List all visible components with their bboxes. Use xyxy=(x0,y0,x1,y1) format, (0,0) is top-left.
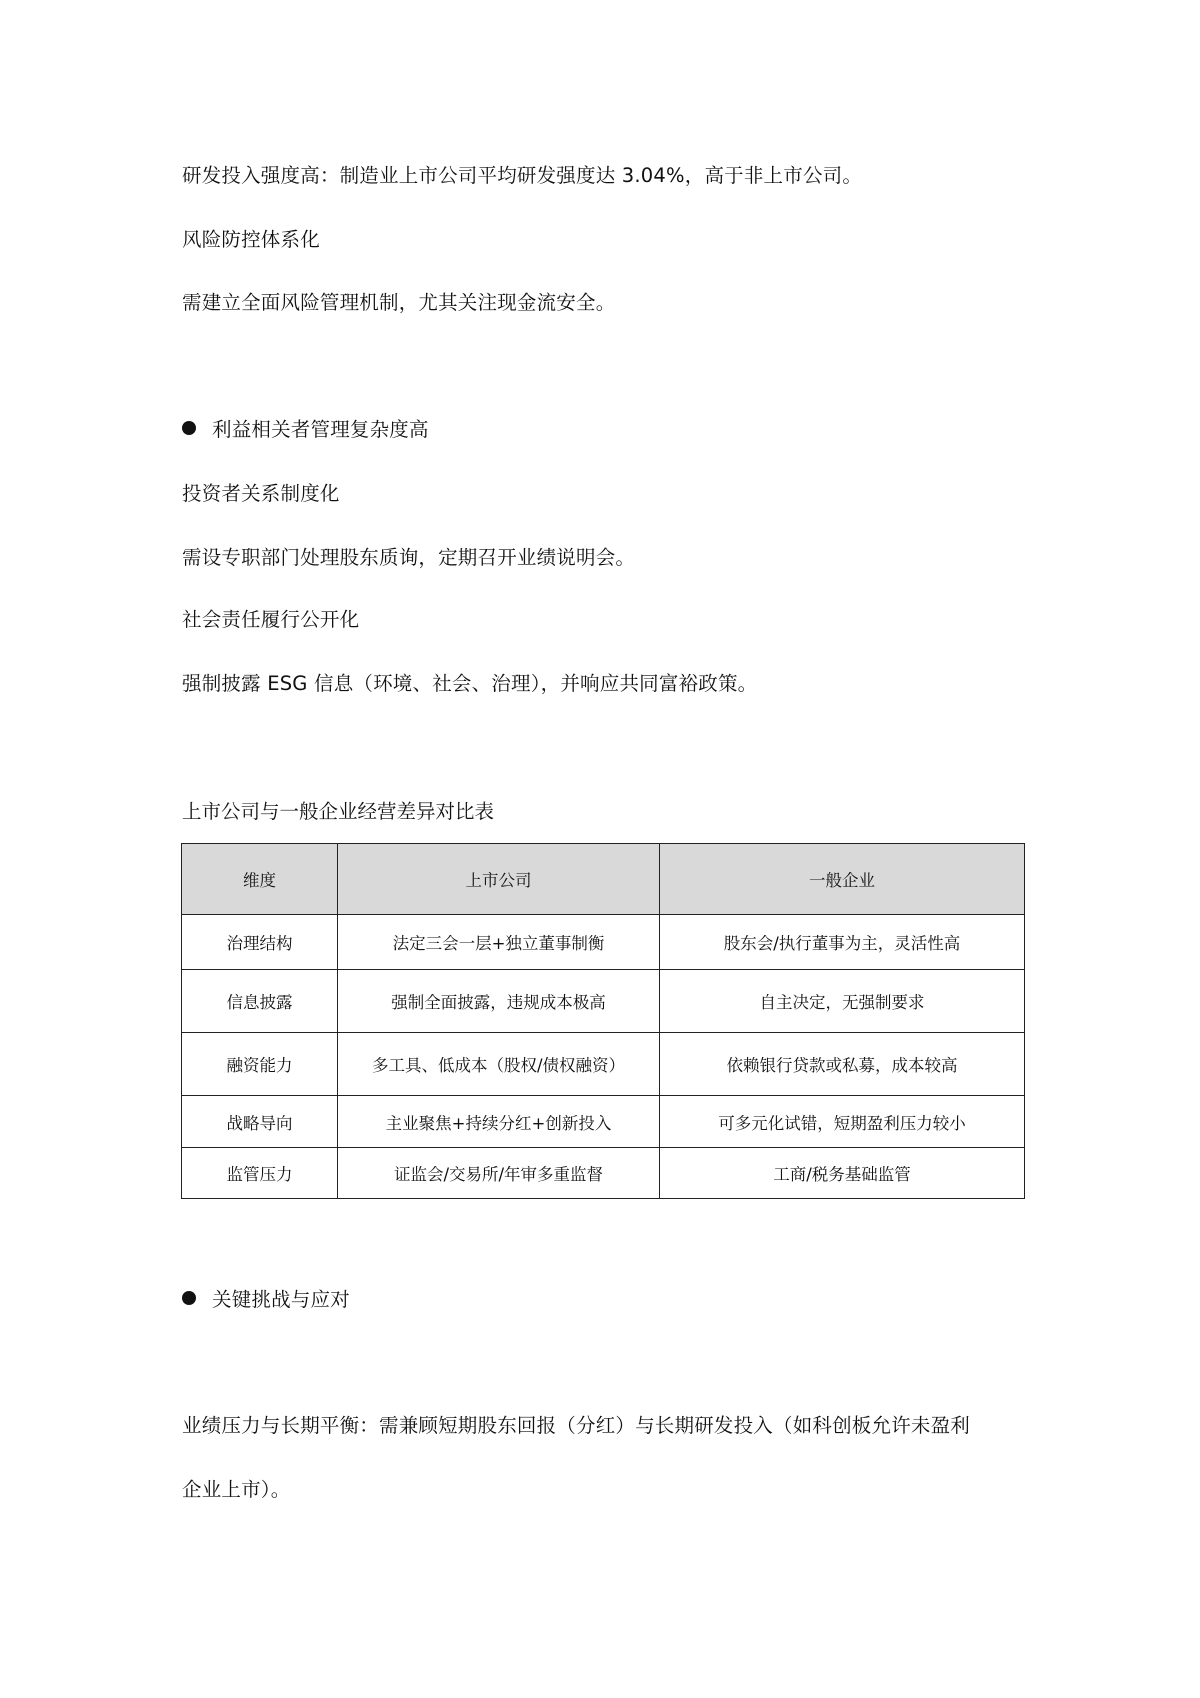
table-cell: 融资能力 xyxy=(182,1033,338,1096)
table-header-cell: 维度 xyxy=(182,844,338,915)
table-cell: 可多元化试错，短期盈利压力较小 xyxy=(660,1096,1025,1148)
table-cell: 多工具、低成本（股权/债权融资） xyxy=(338,1033,660,1096)
table-cell: 股东会/执行董事为主，灵活性高 xyxy=(660,915,1025,970)
paragraph-csr: 强制披露 ESG 信息（环境、社会、治理），并响应共同富裕政策。 xyxy=(182,672,758,695)
table-cell: 依赖银行贷款或私募，成本较高 xyxy=(660,1033,1025,1096)
table-caption: 上市公司与一般企业经营差异对比表 xyxy=(182,800,495,823)
paragraph-rd-intensity: 研发投入强度高：制造业上市公司平均研发强度达 3.04%，高于非上市公司。 xyxy=(182,164,863,187)
comparison-table xyxy=(181,843,1025,1199)
paragraph-performance-line-2: 企业上市）。 xyxy=(182,1478,291,1501)
table-row xyxy=(182,1148,1025,1199)
table-header-cell: 一般企业 xyxy=(660,844,1025,915)
bullet-dot-icon xyxy=(182,1291,196,1305)
bullet-dot-icon xyxy=(182,421,196,435)
heading-risk-control: 风险防控体系化 xyxy=(182,228,320,251)
paragraph-risk-control: 需建立全面风险管理机制，尤其关注现金流安全。 xyxy=(182,291,616,314)
paragraph-performance-line-1: 业绩压力与长期平衡：需兼顾短期股东回报（分红）与长期研发投入（如科创板允许未盈利 xyxy=(182,1414,971,1437)
paragraph-investor-relations: 需设专职部门处理股东质询，定期召开业绩说明会。 xyxy=(182,546,636,569)
table-row xyxy=(182,1033,1025,1096)
bullet-key-challenges xyxy=(182,1287,350,1313)
table-cell: 强制全面披露，违规成本极高 xyxy=(338,970,660,1033)
table-row xyxy=(182,970,1025,1033)
table-cell: 自主决定，无强制要求 xyxy=(660,970,1025,1033)
table-cell: 战略导向 xyxy=(182,1096,338,1148)
table-row xyxy=(182,915,1025,970)
table-cell: 工商/税务基础监管 xyxy=(660,1148,1025,1199)
bullet-stakeholder-text: 利益相关者管理复杂度高 xyxy=(212,418,429,441)
table-cell: 治理结构 xyxy=(182,915,338,970)
table-cell: 信息披露 xyxy=(182,970,338,1033)
bullet-stakeholder xyxy=(182,417,429,443)
table-cell: 监管压力 xyxy=(182,1148,338,1199)
table-cell: 主业聚焦+持续分红+创新投入 xyxy=(338,1096,660,1148)
table-cell: 证监会/交易所/年审多重监督 xyxy=(338,1148,660,1199)
table-cell: 法定三会一层+独立董事制衡 xyxy=(338,915,660,970)
heading-csr: 社会责任履行公开化 xyxy=(182,608,360,631)
heading-investor-relations: 投资者关系制度化 xyxy=(182,482,340,505)
table-row xyxy=(182,1096,1025,1148)
table-header-cell: 上市公司 xyxy=(338,844,660,915)
table-header-row xyxy=(182,844,1025,915)
bullet-key-challenges-text: 关键挑战与应对 xyxy=(212,1288,350,1311)
